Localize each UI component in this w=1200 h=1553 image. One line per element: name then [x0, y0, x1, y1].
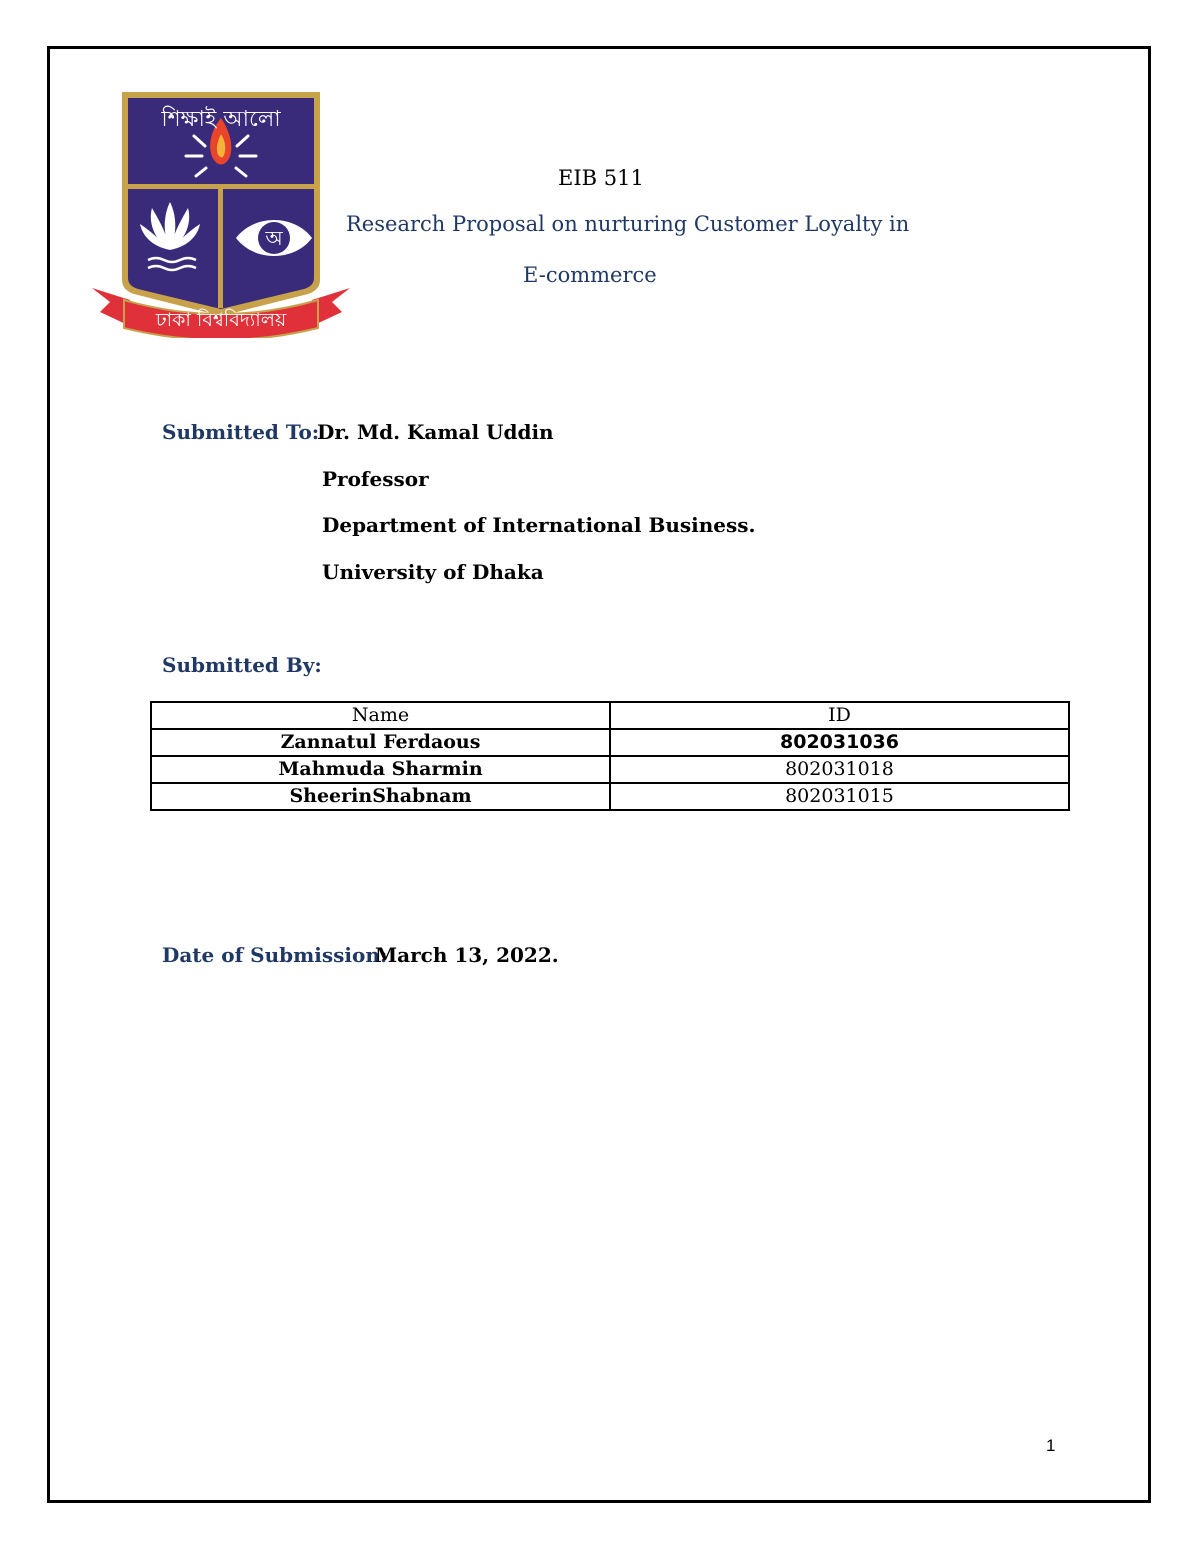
member-name: Zannatul Ferdaous: [151, 729, 610, 756]
column-header-id: ID: [610, 702, 1069, 729]
supervisor-university: University of Dhaka: [322, 560, 544, 584]
member-name: SheerinShabnam: [151, 783, 610, 810]
proposal-title-line-1: Research Proposal on nurturing Customer Loyalty in: [346, 212, 910, 236]
submission-date-label: Date of Submission:: [162, 943, 388, 967]
supervisor-name: Dr. Md. Kamal Uddin: [317, 420, 554, 444]
table-row: [151, 756, 1069, 783]
table-header-row: [151, 702, 1069, 729]
column-header-name: Name: [151, 702, 610, 729]
course-code: EIB 511: [558, 166, 644, 190]
submitted-by-label: Submitted By:: [162, 653, 322, 677]
member-name: Mahmuda Sharmin: [151, 756, 610, 783]
members-table: [150, 701, 1070, 811]
member-id: 802031036: [610, 729, 1069, 756]
proposal-title-line-2: E-commerce: [523, 263, 657, 287]
table-row: [151, 729, 1069, 756]
table-row: [151, 783, 1069, 810]
university-seal-logo: [90, 90, 352, 338]
logo-banner-text: ঢাকা বিশ্ববিদ্যালয়: [155, 309, 287, 331]
page-number: 1: [1046, 1436, 1056, 1455]
member-id: 802031015: [610, 783, 1069, 810]
submission-date-value: March 13, 2022.: [375, 943, 559, 967]
member-id: 802031018: [610, 756, 1069, 783]
submitted-to-label: Submitted To:: [162, 420, 320, 444]
supervisor-department: Department of International Business.: [322, 513, 756, 537]
logo-eye-letter: অ: [265, 226, 283, 250]
supervisor-designation: Professor: [322, 467, 429, 491]
logo-motto: শিক্ষাই আলো: [161, 107, 281, 132]
